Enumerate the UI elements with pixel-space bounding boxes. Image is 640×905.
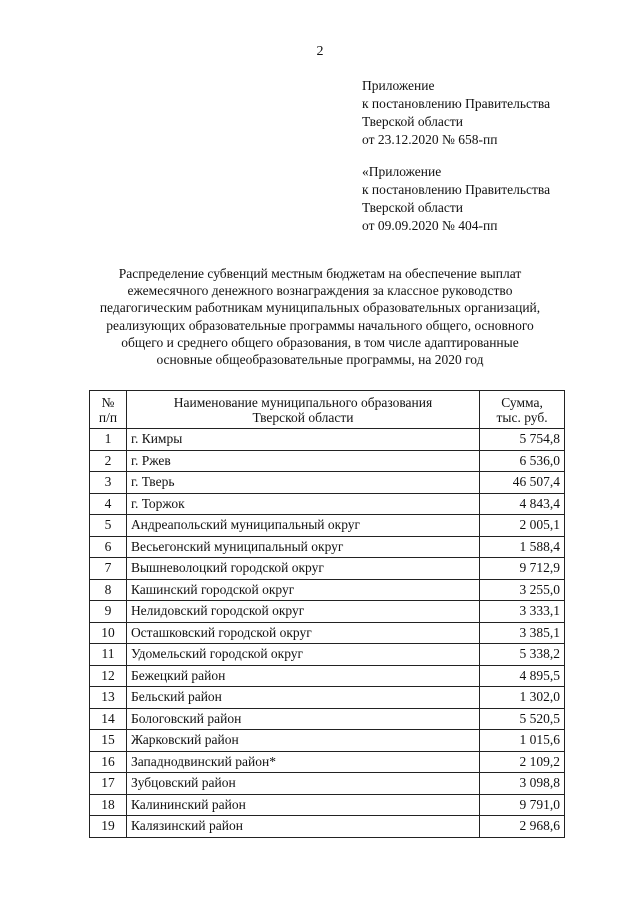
document-title xyxy=(80,265,560,368)
table-row xyxy=(90,708,565,730)
header-sum xyxy=(480,391,565,429)
table-row xyxy=(90,472,565,494)
row-number: 9 xyxy=(90,601,127,623)
row-municipality: Удомельский городской округ xyxy=(126,644,479,666)
row-municipality: Нелидовский городской округ xyxy=(126,601,479,623)
appendix-previous-line: к постановлению Правительства xyxy=(362,182,551,197)
table-row xyxy=(90,515,565,537)
row-sum: 3 333,1 xyxy=(480,601,565,623)
table-row xyxy=(90,794,565,816)
row-municipality: Калининский район xyxy=(126,794,479,816)
header-number-line2: п/п xyxy=(98,409,118,425)
title-line: общего и среднего общего образования, в том числе адаптированные xyxy=(121,334,519,350)
table-row xyxy=(90,730,565,752)
row-number: 8 xyxy=(90,579,127,601)
row-sum: 5 338,2 xyxy=(480,644,565,666)
row-sum: 6 536,0 xyxy=(480,450,565,472)
table-row xyxy=(90,493,565,515)
row-sum: 3 255,0 xyxy=(480,579,565,601)
table-row xyxy=(90,450,565,472)
row-sum: 4 843,4 xyxy=(480,493,565,515)
header-municipality-line1: Наименование муниципального образования xyxy=(173,394,433,410)
row-number: 16 xyxy=(90,751,127,773)
row-number: 3 xyxy=(90,472,127,494)
row-municipality: г. Тверь xyxy=(126,472,479,494)
row-municipality: Жарковский район xyxy=(126,730,479,752)
row-municipality: Западнодвинский район* xyxy=(126,751,479,773)
header-number-line1: № xyxy=(101,394,115,410)
table-row xyxy=(90,665,565,687)
header-municipality xyxy=(126,391,479,429)
row-number: 4 xyxy=(90,493,127,515)
row-sum: 4 895,5 xyxy=(480,665,565,687)
row-sum: 5 520,5 xyxy=(480,708,565,730)
table-row xyxy=(90,536,565,558)
row-municipality: г. Торжок xyxy=(126,493,479,515)
table-row xyxy=(90,601,565,623)
row-sum: 2 109,2 xyxy=(480,751,565,773)
row-sum: 2 005,1 xyxy=(480,515,565,537)
row-number: 2 xyxy=(90,450,127,472)
header-number xyxy=(90,391,127,429)
appendix-previous xyxy=(362,163,550,235)
row-sum: 3 098,8 xyxy=(480,773,565,795)
row-sum: 9 712,9 xyxy=(480,558,565,580)
row-number: 11 xyxy=(90,644,127,666)
table-row xyxy=(90,579,565,601)
row-municipality: Бежецкий район xyxy=(126,665,479,687)
row-number: 17 xyxy=(90,773,127,795)
row-number: 12 xyxy=(90,665,127,687)
row-number: 14 xyxy=(90,708,127,730)
table-header-row xyxy=(90,391,565,429)
row-sum: 46 507,4 xyxy=(480,472,565,494)
table-row xyxy=(90,773,565,795)
table-row xyxy=(90,816,565,838)
row-sum: 9 791,0 xyxy=(480,794,565,816)
table-row xyxy=(90,751,565,773)
row-number: 10 xyxy=(90,622,127,644)
row-municipality: Весьегонский муниципальный округ xyxy=(126,536,479,558)
row-municipality: Вышневолоцкий городской округ xyxy=(126,558,479,580)
appendix-current-line: Приложение xyxy=(362,78,435,93)
title-line: Распределение субвенций местным бюджетам на обеспечение выплат xyxy=(118,266,522,281)
header-municipality-line2: Тверской области xyxy=(252,409,354,425)
table-row xyxy=(90,429,565,451)
row-municipality: Зубцовский район xyxy=(126,773,479,795)
row-municipality: Кашинский городской округ xyxy=(126,579,479,601)
header-sum-line1: Сумма, xyxy=(501,394,543,410)
row-municipality: Андреапольский муниципальный округ xyxy=(126,515,479,537)
row-sum: 1 302,0 xyxy=(480,687,565,709)
row-number: 15 xyxy=(90,730,127,752)
title-line: ежемесячного денежного вознаграждения за классное руководство xyxy=(127,283,513,299)
row-number: 19 xyxy=(90,816,127,838)
row-municipality: Бологовский район xyxy=(126,708,479,730)
title-line: реализующих образовательные программы начального общего, основного xyxy=(106,317,534,333)
row-number: 7 xyxy=(90,558,127,580)
appendix-current-line: к постановлению Правительства xyxy=(362,96,551,111)
row-number: 5 xyxy=(90,515,127,537)
appendix-current xyxy=(362,77,550,149)
appendix-previous-line: от 09.09.2020 № 404-пп xyxy=(362,218,498,233)
page-number: 2 xyxy=(316,44,324,59)
row-municipality: Осташковский городской округ xyxy=(126,622,479,644)
table-row xyxy=(90,687,565,709)
row-number: 6 xyxy=(90,536,127,558)
row-sum: 1 588,4 xyxy=(480,536,565,558)
row-sum: 2 968,6 xyxy=(480,816,565,838)
row-municipality: Калязинский район xyxy=(126,816,479,838)
row-sum: 5 754,8 xyxy=(480,429,565,451)
appendix-previous-line: «Приложение xyxy=(362,164,442,179)
row-sum: 1 015,6 xyxy=(480,730,565,752)
row-number: 1 xyxy=(90,429,127,451)
appendix-previous-line: Тверской области xyxy=(362,200,463,215)
title-line: педагогическим работникам муниципальных образовательных организаций, xyxy=(99,300,541,316)
header-sum-line2: тыс. руб. xyxy=(496,409,548,425)
table-row xyxy=(90,622,565,644)
row-number: 18 xyxy=(90,794,127,816)
row-number: 13 xyxy=(90,687,127,709)
row-municipality: г. Кимры xyxy=(126,429,479,451)
title-line: основные общеобразовательные программы, на 2020 год xyxy=(156,352,484,368)
table-row xyxy=(90,558,565,580)
subsidy-table xyxy=(89,390,565,838)
table-row xyxy=(90,644,565,666)
row-sum: 3 385,1 xyxy=(480,622,565,644)
row-municipality: Бельский район xyxy=(126,687,479,709)
appendix-current-line: от 23.12.2020 № 658-пп xyxy=(362,132,498,147)
row-municipality: г. Ржев xyxy=(126,450,479,472)
appendix-current-line: Тверской области xyxy=(362,114,463,129)
